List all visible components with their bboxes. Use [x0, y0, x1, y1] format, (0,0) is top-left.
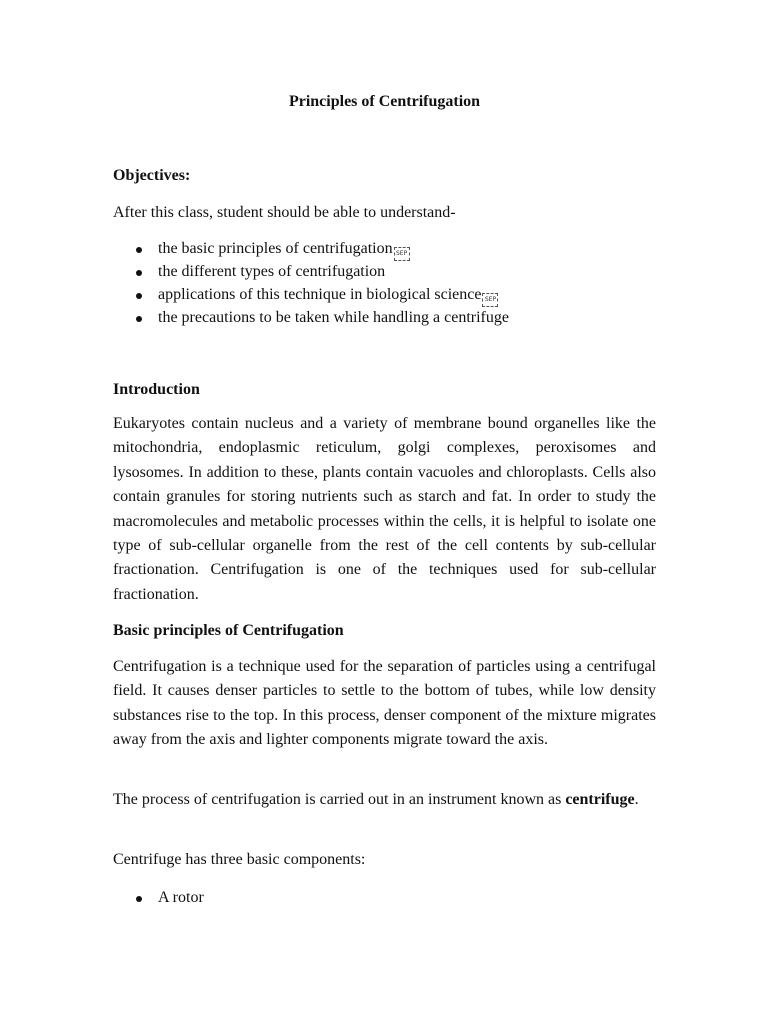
bullet-icon: [136, 247, 142, 253]
components-list: [113, 887, 204, 910]
list-item: [113, 307, 509, 330]
list-item-text: the precautions to be taken while handling a centrifuge: [158, 308, 509, 326]
basic-principles-heading: Basic principles of Centrifugation: [113, 622, 344, 639]
centrifuge-paragraph-end: .: [634, 791, 639, 808]
list-item-text: the different types of centrifugation: [158, 263, 386, 280]
sep-glyph-icon: SEP: [394, 247, 410, 261]
list-item-text: the basic principles of centrifugation: [158, 240, 393, 257]
sep-glyph-icon: SEP: [482, 293, 498, 307]
list-item-text: A rotor: [158, 889, 204, 906]
list-item: [113, 887, 204, 910]
objectives-heading: Objectives:: [113, 167, 191, 184]
introduction-heading: Introduction: [113, 381, 200, 398]
components-intro: Centrifuge has three basic components:: [113, 851, 366, 868]
bullet-icon: [136, 293, 142, 299]
list-item: [113, 284, 509, 307]
bullet-icon: [136, 316, 142, 322]
document-title: Principles of Centrifugation: [288, 93, 481, 110]
objectives-intro: After this class, student should be able to understand-: [113, 204, 456, 221]
list-item: [113, 238, 509, 261]
bullet-icon: [136, 896, 142, 902]
objectives-list: [113, 238, 509, 329]
centrifuge-paragraph-text: The process of centrifugation is carried out in an instrument known as: [113, 791, 566, 808]
centrifuge-term: centrifuge: [565, 791, 635, 808]
bullet-icon: [136, 270, 142, 276]
basic-principles-paragraph: Centrifugation is a technique used for the separation of particles using a centrifugal field. It causes denser particles to settle to the bottom of tubes, while low density substances rise to the top. In this process, denser component of the mixture migrates away from the axis and lighter components migrate toward the axis.: [113, 658, 656, 749]
list-item-text: applications of this technique in biological science: [158, 285, 482, 303]
introduction-paragraph: Eukaryotes contain nucleus and a variety of membrane bound organelles like the mitochondria, endoplasmic reticulum, golgi complexes, peroxisomes and lysosomes. In addition to these, plants contain vacuoles and chloroplasts. Cells also contain granules for storing nutrients such as starch and fat. In order to study the macromolecules and metabolic processes within the cells, it is helpful to isolate one type of sub-cellular organelle from the rest of the cell contents by sub-cellular fractionation. Centrifugation is one of the techniques used for sub-cellular fractionation.: [113, 415, 656, 603]
list-item: [113, 261, 509, 284]
centrifuge-paragraph: [113, 788, 656, 812]
